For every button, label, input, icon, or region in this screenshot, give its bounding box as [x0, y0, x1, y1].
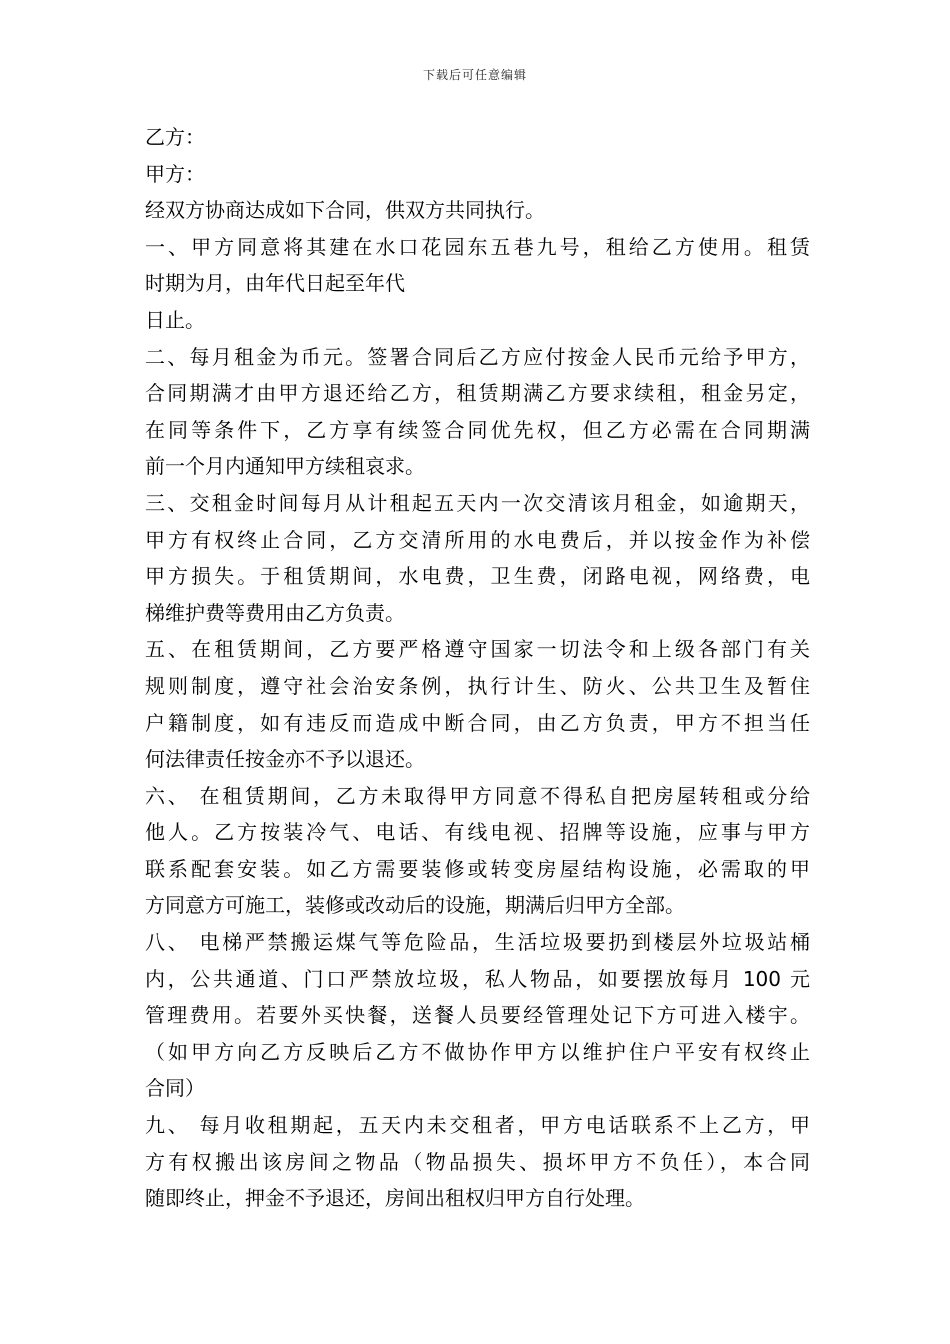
contract-line: 规则制度，遵守社会治安条例，执行计生、防火、公共卫生及暂住 — [145, 673, 810, 698]
contract-line: 方同意方可施工，装修或改动后的设施，期满后归甲方全部。 — [145, 893, 685, 918]
contract-line: 在同等条件下，乙方享有续签合同优先权，但乙方必需在合同期满 — [145, 417, 810, 442]
contract-line: 随即终止，押金不予退还，房间出租权归甲方自行处理。 — [145, 1186, 645, 1211]
contract-line: 梯维护费等费用由乙方负责。 — [145, 600, 405, 625]
contract-line: 他人。乙方按装冷气、电话、有线电视、招牌等设施，应事与甲方 — [145, 820, 810, 845]
contract-line: 户籍制度，如有违反而造成中断合同，由乙方负责，甲方不担当任 — [145, 710, 810, 735]
header-note: 下载后可任意编辑 — [422, 68, 527, 82]
contract-line: 时期为月，由年代日起至年代 — [145, 271, 405, 296]
contract-line: 何法律责任按金亦不予以退还。 — [145, 747, 425, 772]
contract-line: 甲方： — [145, 161, 205, 186]
contract-line: 一、甲方同意将其建在水口花园东五巷九号，租给乙方使用。租赁 — [145, 234, 810, 259]
contract-line: 前一个月内通知甲方续租哀求。 — [145, 454, 425, 479]
contract-line: （如甲方向乙方反映后乙方不做协作甲方以维护住户平安有权终止 — [145, 1039, 810, 1064]
contract-line: 六、 在租赁期间，乙方未取得甲方同意不得私自把房屋转租或分给 — [145, 783, 810, 808]
contract-line: 甲方有权终止合同，乙方交清所用的水电费后，并以按金作为补偿 — [145, 527, 810, 552]
contract-line: 方有权搬出该房间之物品（物品损失、损坏甲方不负任），本合同 — [145, 1149, 810, 1174]
contract-line: 九、 每月收租期起，五天内未交租者，甲方电话联系不上乙方，甲 — [145, 1113, 810, 1138]
contract-line: 三、交租金时间每月从计租起五天内一次交清该月租金，如逾期天， — [145, 490, 810, 515]
contract-line: 联系配套安装。如乙方需要装修或转变房屋结构设施，必需取的甲 — [145, 856, 810, 881]
contract-line: 经双方协商达成如下合同，供双方共同执行。 — [145, 198, 545, 223]
contract-line: 合同期满才由甲方退还给乙方，租赁期满乙方要求续租，租金另定， — [145, 381, 810, 406]
contract-line: 乙方： — [145, 125, 205, 149]
contract-line: 甲方损失。于租赁期间，水电费，卫生费，闭路电视，网络费，电 — [145, 564, 810, 589]
contract-line: 日止。 — [145, 307, 205, 332]
contract-line: 合同） — [145, 1076, 205, 1101]
contract-line: 内，公共通道、门口严禁放垃圾，私人物品，如要摆放每月 100 元 — [145, 966, 810, 991]
contract-line: 五、在租赁期间，乙方要严格遵守国家一切法令和上级各部门有关 — [145, 637, 810, 662]
contract-line: 八、 电梯严禁搬运煤气等危险品，生活垃圾要扔到楼层外垃圾站桶 — [145, 930, 810, 955]
contract-line: 二、每月租金为币元。签署合同后乙方应付按金人民币元给予甲方， — [145, 344, 810, 369]
contract-body — [145, 119, 810, 1217]
contract-line: 管理费用。若要外买快餐，送餐人员要经管理处记下方可进入楼宇。 — [145, 1003, 810, 1028]
